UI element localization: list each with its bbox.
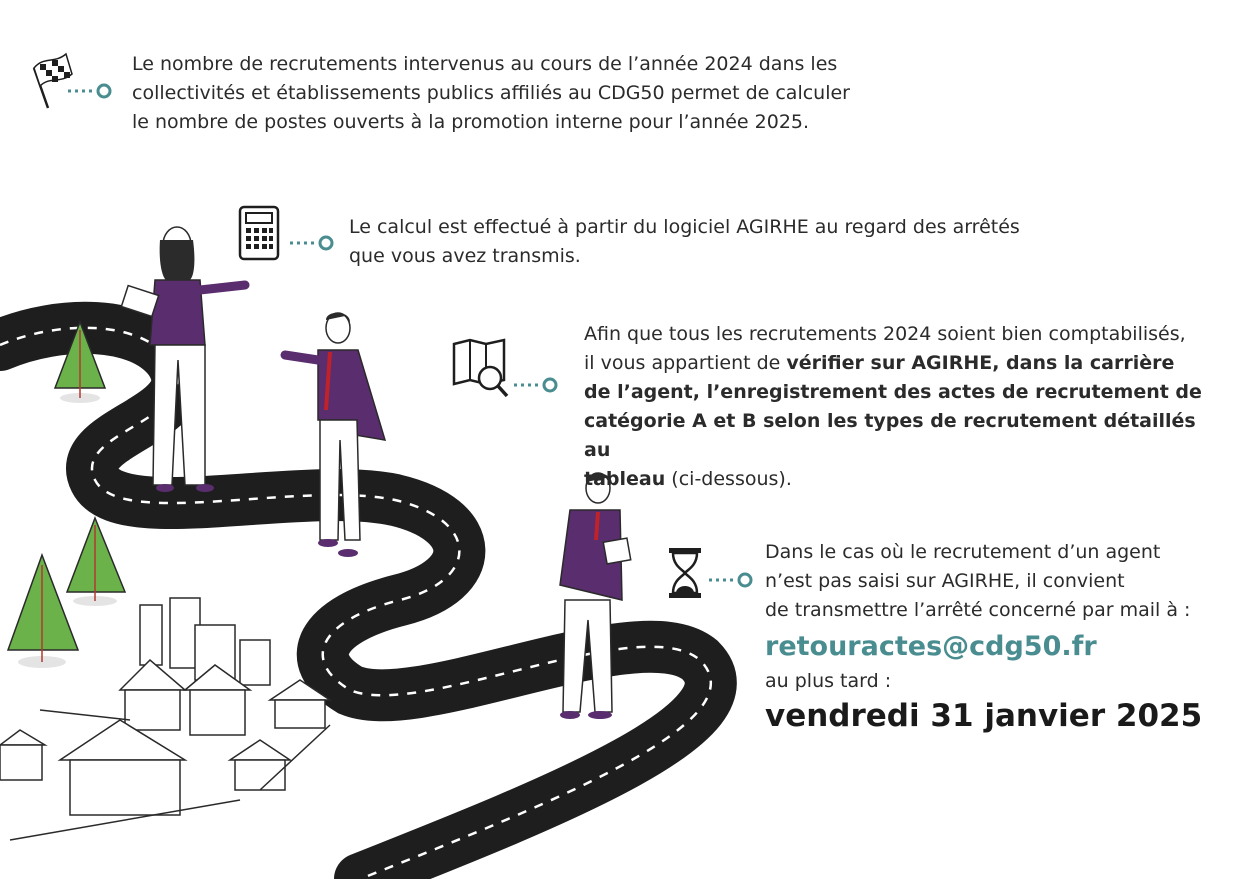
deadline-label: au plus tard :: [765, 670, 892, 692]
dotted-connector: [288, 233, 338, 253]
intro-line-1: Le nombre de recrutements intervenus au cours de l’année 2024 dans les: [132, 53, 838, 75]
intro-line-2: collectivités et établissements publics affiliés au CDG50 permet de calculer: [132, 82, 850, 104]
verification-line-2-normal: il vous appartient de: [584, 352, 787, 374]
calcul-line-1: Le calcul est effectué à partir du logiciel AGIRHE au regard des arrêtés: [349, 216, 1020, 238]
transmission-line-1: Dans le cas où le recrutement d’un agent: [765, 541, 1161, 563]
intro-line-3: le nombre de postes ouverts à la promotion interne pour l’année 2025.: [132, 111, 810, 133]
dotted-connector: [707, 570, 757, 590]
verification-line-3: de l’agent, l’enregistrement des actes de recrutement de: [584, 381, 1202, 403]
verification-line-5-bold: tableau: [584, 468, 666, 490]
verification-line-4: catégorie A et B selon les types de recrutement détaillés au: [584, 410, 1196, 461]
verification-section: [450, 318, 1240, 490]
map-magnifier-icon: [450, 338, 510, 424]
man-figure-tablet: [560, 473, 631, 719]
calcul-section: [238, 205, 1088, 275]
contact-email-link[interactable]: retouractes@cdg50.fr: [765, 631, 1097, 662]
verification-line-1: Afin que tous les recrutements 2024 soient bien comptabilisés,: [584, 323, 1186, 345]
verification-line-5: [584, 465, 1224, 494]
verification-line-5-normal: (ci-dessous).: [665, 468, 792, 490]
hourglass-icon: [667, 546, 703, 600]
calculator-icon: [238, 205, 280, 261]
dotted-connector: [66, 81, 116, 101]
intro-section: [30, 50, 930, 140]
tree-2: [67, 518, 125, 606]
dotted-connector: [512, 375, 562, 395]
transmission-line-3: de transmettre l’arrêté concerné par mail à :: [765, 599, 1191, 621]
deadline-date: vendredi 31 janvier 2025: [765, 698, 1203, 734]
calcul-line-2: que vous avez transmis.: [349, 245, 581, 267]
transmission-line-2: n’est pas saisi sur AGIRHE, il convient: [765, 570, 1125, 592]
verification-line-2: [584, 349, 1224, 378]
transmission-section: [665, 538, 1240, 734]
tree-3: [8, 555, 78, 668]
checkered-flag-icon: [30, 50, 74, 110]
verification-line-2-bold: vérifier sur AGIRHE, dans la carrière: [786, 352, 1175, 374]
